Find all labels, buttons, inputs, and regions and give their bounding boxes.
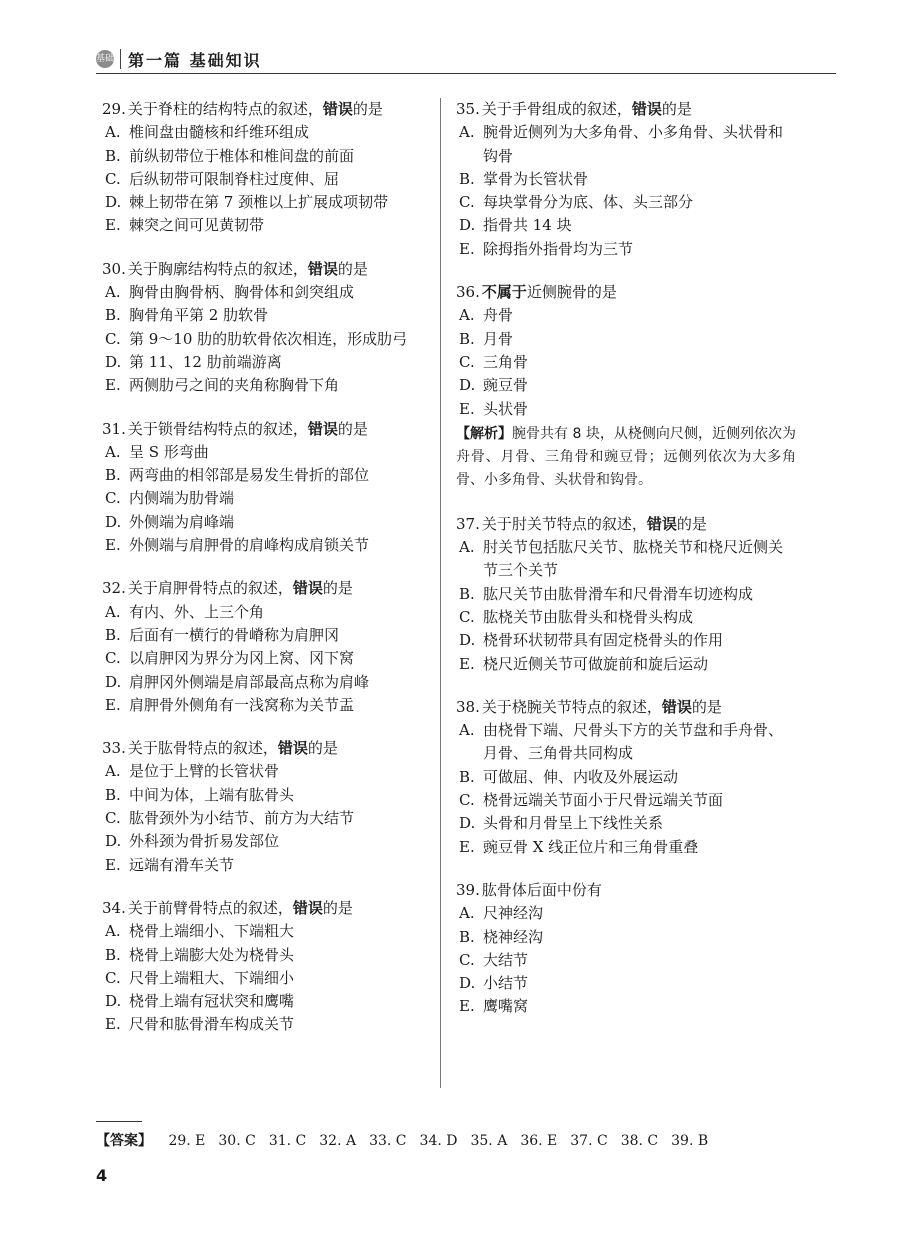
question-number: 32. [102,579,126,598]
question-text-end: 的是 [661,100,692,118]
option-text: 棘上韧带在第 7 颈椎以上扩展成项韧带 [129,193,389,212]
option-letter: D. [105,352,122,371]
question-stem [102,577,427,600]
option-text: 由桡骨下端、尺骨头下方的关节盘和手舟骨、月骨、三角骨共同构成 [483,721,784,763]
option-letter: B. [105,466,121,485]
question-number: 38. [456,697,480,716]
option-item [102,830,427,853]
question-text: 关于手骨组成的叙述， [481,100,632,118]
left-column [102,98,427,1057]
question-stem [456,696,796,719]
question-emphasis: 错误 [292,898,323,917]
option-letter: D. [105,512,122,531]
question-stem [456,98,796,121]
option-item [102,441,427,464]
question-stem [102,418,427,441]
option-text: 肱桡关节由肱骨头和桡骨头构成 [483,607,694,626]
question-text-end: 的是 [322,898,353,917]
question-emphasis: 错误 [631,100,662,118]
option-text: 可做屈、伸、内收及外展运动 [483,767,679,786]
option-text: 尺骨和肱骨滑车构成关节 [129,1015,295,1034]
option-item [456,583,796,606]
question-text: 关于脊柱的结构特点的叙述， [127,100,323,118]
option-text: 后面有一横行的骨嵴称为肩胛冈 [129,625,340,644]
option-item [456,168,796,191]
option-text: 第 9～10 肋的肋软骨依次相连，形成肋弓 [129,329,408,348]
option-item [456,995,796,1018]
question-block [456,513,796,676]
option-letter: E. [105,1015,121,1034]
option-letter: B. [105,625,121,644]
option-item [456,789,796,812]
option-item [102,487,427,510]
question-number: 31. [102,419,126,438]
option-text: 胸骨角平第 2 肋软骨 [129,306,269,325]
option-letter: E. [459,837,475,856]
option-item [456,719,796,766]
option-item [456,304,796,327]
question-text-end: 的是 [691,697,722,716]
option-letter: E. [459,997,475,1016]
option-text: 指骨共 14 块 [483,216,572,235]
option-text: 肩胛骨外侧角有一浅窝称为关节盂 [129,695,355,714]
option-text: 外侧端为肩峰端 [129,512,235,531]
answer-item: 32. A [319,1133,357,1149]
option-text: 是位于上臂的长管状骨 [129,762,280,781]
option-letter: B. [459,329,475,348]
option-letter: E. [105,695,121,714]
question-block [102,258,427,398]
answer-item: 30. C [218,1133,256,1149]
option-item [102,191,427,214]
option-letter: C. [459,607,475,626]
question-emphasis: 错误 [322,100,353,118]
question-text: 关于肘关节特点的叙述， [481,514,647,533]
option-letter: A. [105,602,121,621]
option-item [456,949,796,972]
option-text: 桡骨上端有冠状突和鹰嘴 [129,992,295,1011]
question-number: 34. [102,898,126,917]
question-emphasis: 错误 [661,697,692,716]
answer-item: 36. E [520,1133,558,1149]
option-letter: D. [459,216,476,235]
option-letter: B. [105,945,121,964]
option-text: 每块掌骨分为底、体、头三部分 [483,193,694,212]
option-item [102,328,427,351]
question-number: 35. [456,100,480,118]
option-text: 肱尺关节由肱骨滑车和尺骨滑车切迹构成 [483,584,754,603]
option-text: 两弯曲的相邻部是易发生骨折的部位 [129,466,370,485]
option-text: 肩胛冈外侧端是肩部最高点称为肩峰 [129,672,370,691]
question-block [102,737,427,877]
question-emphasis: 错误 [307,419,338,438]
option-item [102,464,427,487]
question-text: 关于锁骨结构特点的叙述， [127,419,308,438]
option-item [456,766,796,789]
question-text-end: 的是 [337,419,368,438]
option-text: 大结节 [483,950,529,969]
option-text: 外科颈为骨折易发部位 [129,832,280,851]
option-text: 桡神经沟 [483,927,544,946]
option-letter: B. [105,146,121,165]
option-letter: B. [459,927,475,946]
option-item [102,374,427,397]
question-text-end: 的是 [676,514,707,533]
option-text: 腕骨近侧列为大多角骨、小多角骨、头状骨和钩骨 [483,123,784,165]
question-block [102,98,427,238]
question-block [102,897,427,1037]
answer-label: 【答案】 [96,1133,152,1149]
option-letter: B. [105,785,121,804]
question-emphasis: 错误 [277,739,308,758]
option-text: 掌骨为长管状骨 [483,169,589,188]
section-badge: 基础 [96,50,114,68]
option-item [102,854,427,877]
option-letter: E. [105,536,121,555]
option-letter: D. [459,631,476,650]
option-text: 肱骨颈外为小结节、前方为大结节 [129,809,355,828]
option-letter: C. [105,968,121,987]
question-stem [456,281,796,304]
option-letter: C. [105,809,121,828]
option-item [456,972,796,995]
option-letter: B. [105,306,121,325]
option-text: 尺骨上端粗大、下端细小 [129,968,295,987]
question-number: 39. [456,880,480,899]
option-text: 桡骨远端关节面小于尺骨远端关节面 [483,791,724,810]
option-text: 豌豆骨 [483,376,529,395]
option-item [102,671,427,694]
option-text: 以肩胛冈为界分为冈上窝、冈下窝 [129,649,355,668]
question-text: 关于前臂骨特点的叙述， [127,898,293,917]
option-text: 前纵韧带位于椎体和椎间盘的前面 [129,146,355,165]
option-item [456,121,796,168]
question-number: 30. [102,259,126,278]
option-letter: C. [459,193,475,212]
question-stem [102,98,427,121]
option-item [456,398,796,421]
option-text: 桡骨上端膨大处为桡骨头 [129,945,295,964]
option-letter: C. [459,791,475,810]
answer-key [96,1130,721,1150]
question-number: 29. [102,100,126,118]
option-item [102,534,427,557]
option-item [102,601,427,624]
option-letter: E. [105,855,121,874]
option-item [456,191,796,214]
option-letter: D. [105,832,122,851]
question-text: 关于肩胛骨特点的叙述， [127,579,293,598]
option-text: 远端有滑车关节 [129,855,235,874]
option-text: 第 11、12 肋前端游离 [129,352,282,371]
question-stem [456,513,796,536]
question-text: 关于肱骨特点的叙述， [127,739,278,758]
option-item [102,168,427,191]
option-item [102,920,427,943]
option-item [102,694,427,717]
option-letter: D. [105,672,122,691]
answer-item: 29. E [168,1133,206,1149]
question-number: 36. [456,283,480,302]
option-item [102,145,427,168]
option-text: 两侧肋弓之间的夹角称胸骨下角 [129,376,340,395]
question-text-end: 的是 [352,100,383,118]
option-item [102,647,427,670]
question-stem [102,258,427,281]
option-item [456,836,796,859]
option-letter: D. [459,814,476,833]
question-emphasis: 错误 [307,259,338,278]
option-letter: E. [459,399,475,418]
option-item [102,511,427,534]
option-letter: A. [459,538,475,557]
header-separator [120,49,121,69]
option-text: 椎间盘由髓核和纤维环组成 [129,123,310,142]
answer-rule [96,1121,142,1122]
option-letter: C. [459,950,475,969]
right-column [456,98,796,1039]
option-item [456,374,796,397]
option-item [102,784,427,807]
option-item [456,812,796,835]
question-text-end: 的是 [307,739,338,758]
option-letter: A. [459,306,475,325]
option-letter: D. [459,376,476,395]
header-rule [96,73,836,74]
option-letter: A. [105,762,121,781]
option-letter: A. [105,283,121,302]
option-item [102,624,427,647]
option-letter: D. [105,193,122,212]
answer-item: 38. C [620,1133,659,1149]
question-text-end: 的是 [322,579,353,598]
column-divider [440,98,441,1088]
option-text: 头骨和月骨呈上下线性关系 [483,814,664,833]
option-item [102,214,427,237]
option-text: 后纵韧带可限制脊柱过度伸、屈 [129,169,340,188]
option-letter: A. [105,922,121,941]
option-letter: E. [105,216,121,235]
question-emphasis: 错误 [646,514,677,533]
header-title: 第一篇 基础知识 [128,51,262,70]
option-letter: C. [105,329,121,348]
option-item [102,1013,427,1036]
option-item [102,121,427,144]
option-letter: A. [459,721,475,740]
question-block [102,577,427,717]
option-item [456,606,796,629]
option-letter: D. [105,992,122,1011]
option-item [102,807,427,830]
option-letter: E. [459,239,475,258]
option-item [102,304,427,327]
option-text: 除拇指外指骨均为三节 [483,239,634,258]
option-text: 舟骨 [483,306,514,325]
question-emphasis: 错误 [292,579,323,598]
option-item [102,944,427,967]
option-letter: C. [105,169,121,188]
option-text: 棘突之间可见黄韧带 [129,216,265,235]
option-text: 中间为体，上端有肱骨头 [129,785,295,804]
option-item [456,536,796,583]
question-text: 关于胸廓结构特点的叙述， [127,259,308,278]
question-text: 肱骨体后面中份有 [481,880,602,899]
option-text: 外侧端与肩胛骨的肩峰构成肩锁关节 [129,536,370,555]
question-emphasis: 不属于 [481,283,527,302]
question-stem [456,879,796,902]
answer-item: 39. B [671,1133,709,1149]
option-letter: E. [105,376,121,395]
option-letter: B. [459,169,475,188]
option-letter: A. [105,442,121,461]
answer-item: 31. C [268,1133,307,1149]
option-item [456,351,796,374]
option-item [456,902,796,925]
option-letter: A. [459,123,475,142]
page-header [96,46,836,76]
option-letter: A. [459,904,475,923]
option-text: 桡骨上端细小、下端粗大 [129,922,295,941]
question-block [456,696,796,859]
question-block [102,418,427,558]
option-text: 月骨 [483,329,514,348]
option-item [102,967,427,990]
question-number: 37. [456,514,480,533]
option-text: 肘关节包括肱尺关节、肱桡关节和桡尺近侧关节三个关节 [483,538,784,580]
option-text: 内侧端为肋骨端 [129,489,235,508]
option-item [456,328,796,351]
option-text: 小结节 [483,974,529,993]
option-text: 头状骨 [483,399,529,418]
analysis-label: 【解析】 [456,425,513,442]
option-text: 尺神经沟 [483,904,544,923]
answer-item: 37. C [570,1133,608,1149]
analysis-block [456,423,796,493]
option-text: 鹰嘴窝 [483,997,529,1016]
option-letter: C. [459,352,475,371]
question-block [456,281,796,493]
option-item [102,281,427,304]
answer-item: 34. D [419,1133,458,1149]
option-letter: E. [459,654,475,673]
option-letter: A. [105,123,121,142]
option-item [102,760,427,783]
option-text: 有内、外、上三个角 [129,602,265,621]
question-block [456,879,796,1019]
option-letter: C. [105,649,121,668]
option-item [456,926,796,949]
option-text: 桡尺近侧关节可做旋前和旋后运动 [483,654,709,673]
question-stem [102,897,427,920]
option-letter: C. [105,489,121,508]
option-letter: D. [459,974,476,993]
question-number: 33. [102,739,126,758]
analysis-text: 腕骨共有 8 块，从桡侧向尺侧，近侧列依次为舟骨、月骨、三角骨和豌豆骨；远侧列依次为大多角骨、小多角骨、头状骨和钩骨。 [456,425,796,489]
option-item [456,238,796,261]
option-text: 胸骨由胸骨柄、胸骨体和剑突组成 [129,283,355,302]
page-number: 4 [96,1166,108,1185]
question-text-end: 近侧腕骨的是 [526,283,617,302]
question-stem [102,737,427,760]
option-item [456,653,796,676]
question-text-end: 的是 [337,259,368,278]
option-text: 豌豆骨 X 线正位片和三角骨重叠 [483,837,699,856]
option-item [102,990,427,1013]
option-letter: B. [459,584,475,603]
option-letter: B. [459,767,475,786]
question-block [456,98,796,261]
answer-item: 35. A [470,1133,508,1149]
option-text: 呈 S 形弯曲 [129,442,209,461]
question-text: 关于桡腕关节特点的叙述， [481,697,662,716]
option-item [456,629,796,652]
option-item [102,351,427,374]
option-item [456,214,796,237]
answer-item: 33. C [369,1133,407,1149]
option-text: 三角骨 [483,352,529,371]
option-text: 桡骨环状韧带具有固定桡骨头的作用 [483,631,724,650]
